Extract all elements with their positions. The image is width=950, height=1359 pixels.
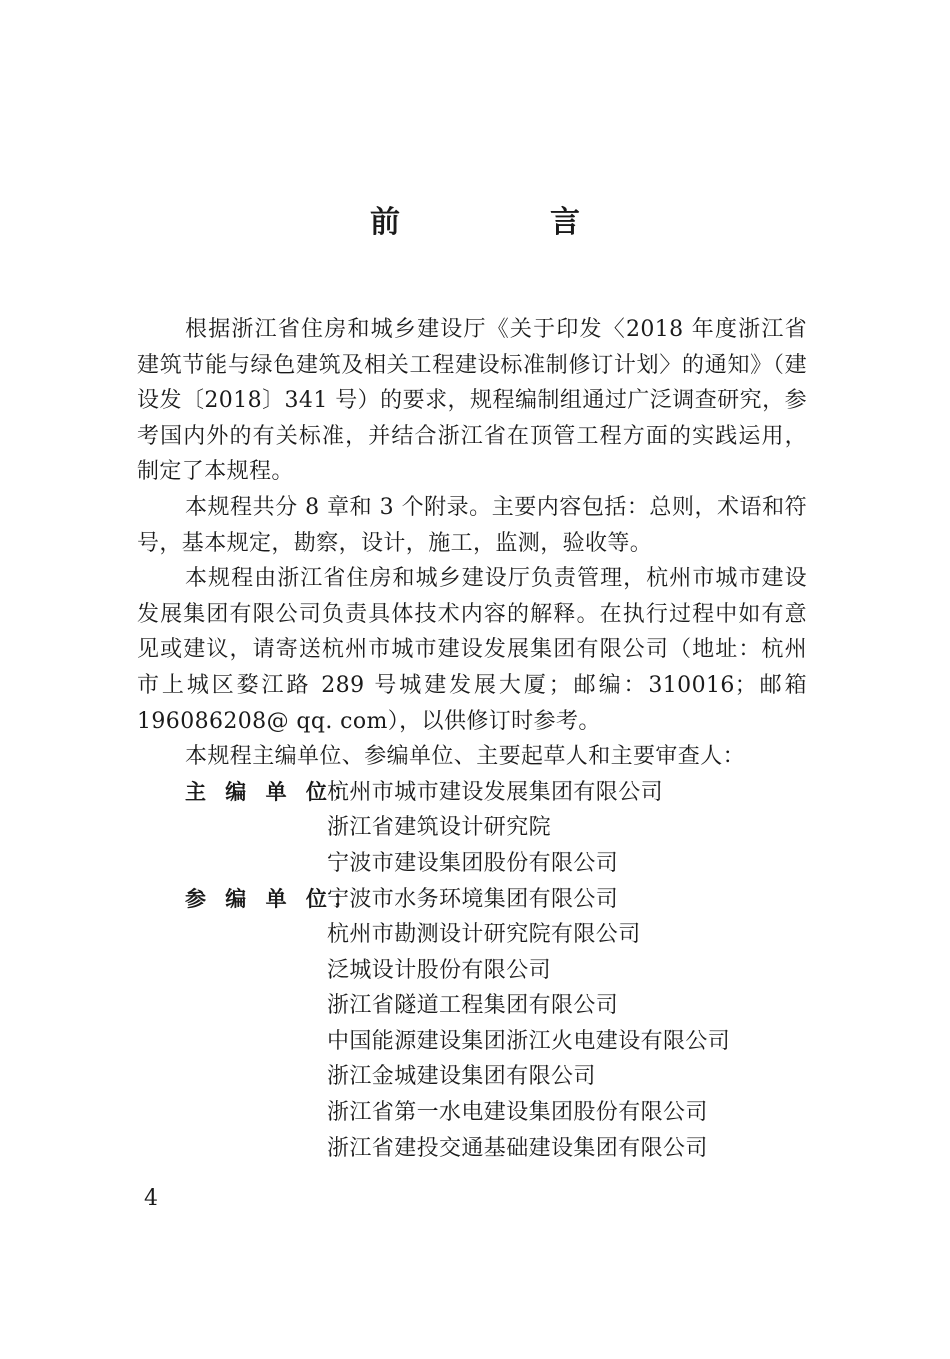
- paragraph-roster-intro: 本规程主编单位、参编单位、主要起草人和主要审查人：: [185, 744, 746, 770]
- list-item: 杭州市勘测设计研究院有限公司: [327, 922, 641, 948]
- paragraph-management: 本规程由浙江省住房和城乡建设厅负责管理，杭州市城市建设发展集团有限公司负责具体技术内容的解释。在执行过程中如有意见或建议，请寄送杭州市城市建设发展集团有限公司（地址：杭州市上城区婺江路 289 号城建发展大厦；邮编：310016；邮箱 196086208@ qq. com），以供修订时参考。: [137, 566, 807, 734]
- chief-editors-label: 主 编 单 位：: [185, 779, 360, 804]
- list-item: 宁波市水务环境集团有限公司: [327, 886, 619, 912]
- list-item: 浙江省建投交通基础建设集团有限公司: [327, 1135, 708, 1161]
- list-item: 浙江金城建设集团有限公司: [327, 1064, 596, 1090]
- list-item: 浙江省建筑设计研究院: [327, 815, 552, 841]
- list-item: 浙江省隧道工程集团有限公司: [327, 993, 619, 1019]
- page-number: 4: [144, 1186, 158, 1211]
- list-item: 浙江省第一水电建设集团股份有限公司: [327, 1100, 708, 1126]
- participating-editors-list: [327, 882, 807, 1167]
- chief-editors-list: [327, 775, 807, 882]
- list-item: 宁波市建设集团股份有限公司: [327, 850, 619, 876]
- paragraph-contents: 本规程共分 8 章和 3 个附录。主要内容包括：总则，术语和符号，基本规定，勘察，设计，施工，监测，验收等。: [137, 494, 807, 556]
- chief-editors-group: [137, 775, 807, 882]
- preface-body: [137, 312, 807, 1166]
- list-item: 泛城设计股份有限公司: [327, 957, 552, 983]
- page-title: 前 言: [370, 205, 640, 240]
- participating-editors-group: [137, 882, 807, 1167]
- editor-roster: [137, 775, 807, 1167]
- participating-editors-label: 参 编 单 位：: [185, 886, 360, 911]
- list-item: 中国能源建设集团浙江火电建设有限公司: [327, 1028, 731, 1054]
- paragraph-basis: 根据浙江省住房和城乡建设厅《关于印发〈2018 年度浙江省建筑节能与绿色建筑及相关工程建设标准制修订计划〉的通知》（建设发〔2018〕341 号）的要求，规程编制组通过广泛调查研究，参考国内外的有关标准，并结合浙江省在顶管工程方面的实践运用，制定了本规程。: [137, 317, 807, 485]
- list-item: 杭州市城市建设发展集团有限公司: [327, 779, 664, 805]
